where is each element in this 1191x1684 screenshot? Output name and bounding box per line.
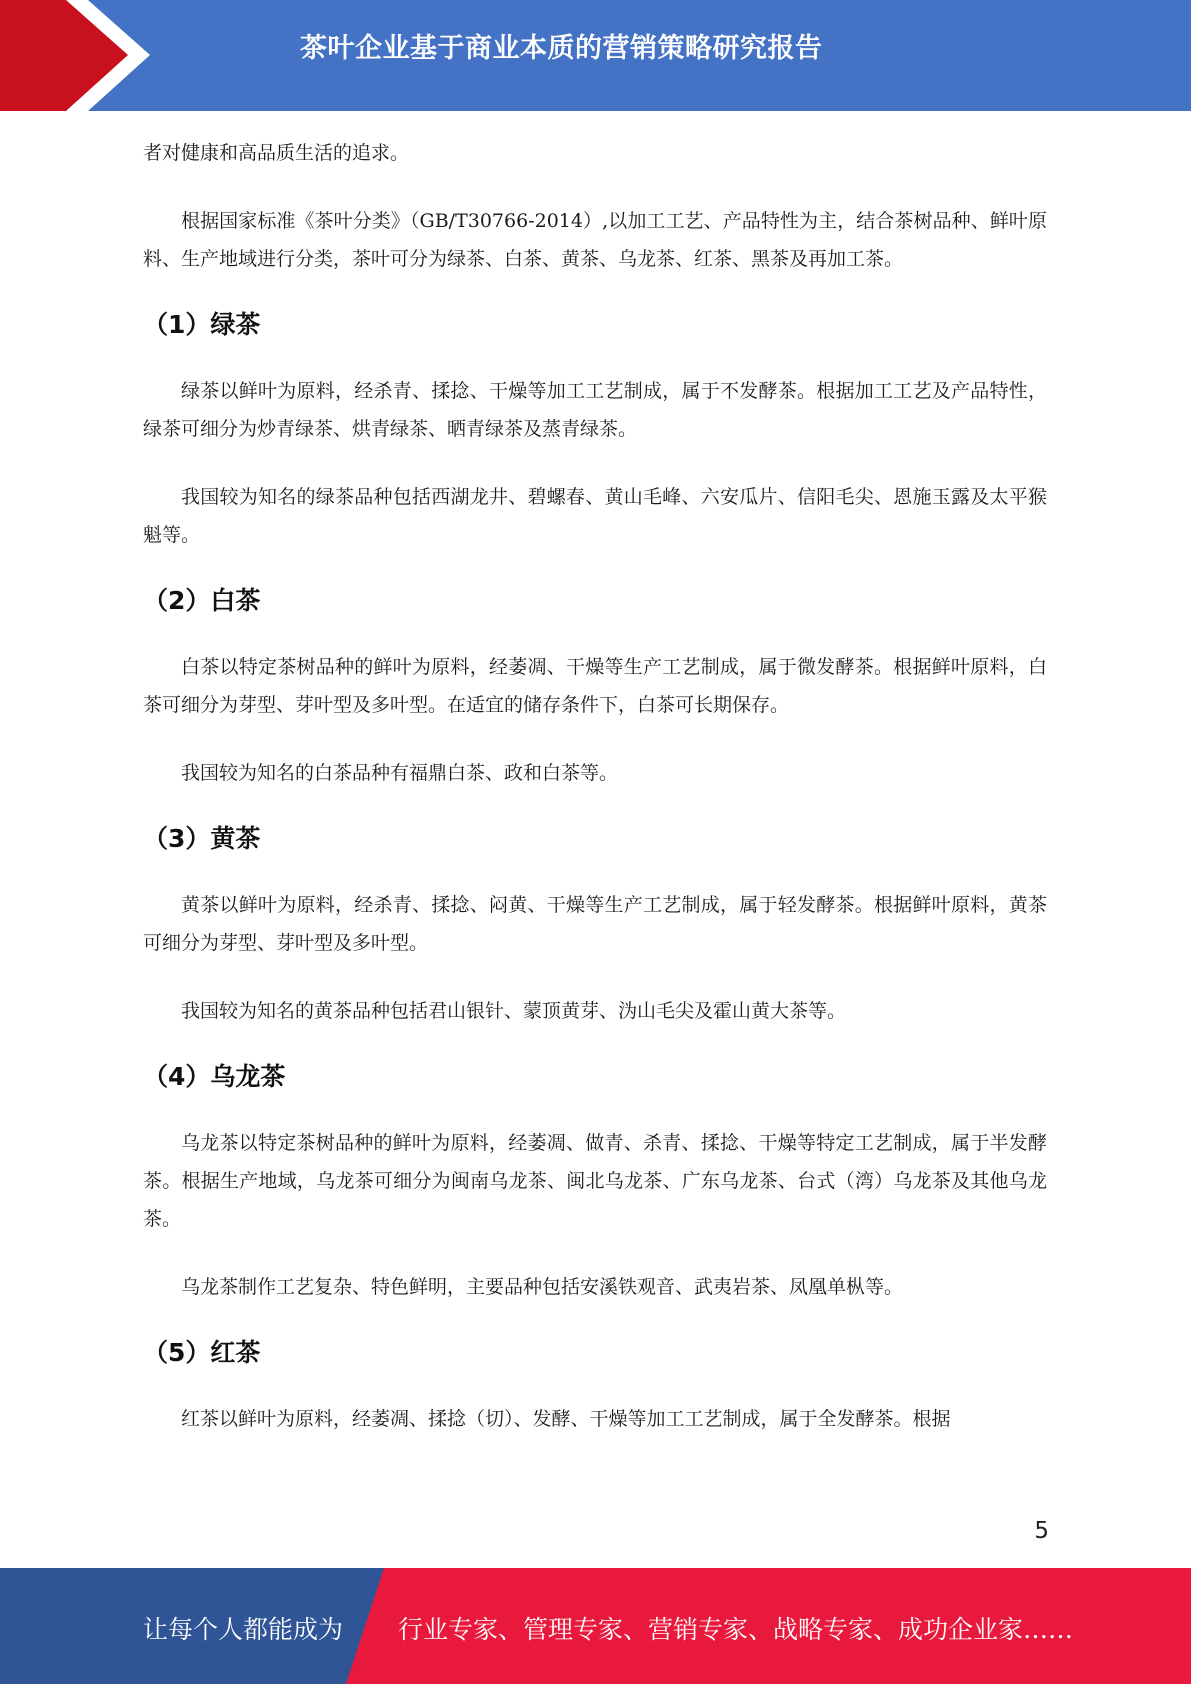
- document-body: [143, 134, 1047, 1468]
- page-header: [0, 0, 1191, 111]
- section-heading-black-tea: （5）红茶: [143, 1338, 261, 1367]
- paragraph: 者对健康和高品质生活的追求。: [143, 142, 410, 164]
- section-heading-white-tea: （2）白茶: [143, 586, 261, 615]
- page-number: 5: [1034, 1518, 1049, 1544]
- section-heading-oolong-tea: （4）乌龙茶: [143, 1062, 286, 1091]
- paragraph: 红茶以鲜叶为原料，经萎凋、揉捻（切）、发酵、干燥等加工工艺制成，属于全发酵茶。根据: [181, 1408, 951, 1430]
- paragraph: 黄茶以鲜叶为原料，经杀青、揉捻、闷黄、干燥等生产工艺制成，属于轻发酵茶。根据鲜叶原料，黄茶可细分为芽型、芽叶型及多叶型。: [143, 894, 1047, 954]
- paragraph: 乌龙茶以特定茶树品种的鲜叶为原料，经萎凋、做青、杀青、揉捻、干燥等特定工艺制成，属于半发酵茶。根据生产地域，乌龙茶可细分为闽南乌龙茶、闽北乌龙茶、广东乌龙茶、台式（湾）乌龙茶及其他乌龙茶。: [143, 1132, 1047, 1230]
- page-footer: [0, 1568, 1191, 1684]
- section-heading-yellow-tea: （3）黄茶: [143, 824, 261, 853]
- footer-slogan-left: 让每个人都能成为: [143, 1615, 344, 1644]
- paragraph: 根据国家标准《茶叶分类》（GB/T30766-2014）,以加工工艺、产品特性为主，结合茶树品种、鲜叶原料、生产地域进行分类，茶叶可分为绿茶、白茶、黄茶、乌龙茶、红茶、黑茶及再加工茶。: [143, 210, 1047, 270]
- paragraph: 我国较为知名的黄茶品种包括君山银针、蒙顶黄芽、沩山毛尖及霍山黄大茶等。: [181, 1000, 847, 1022]
- report-title: 茶叶企业基于商业本质的营销策略研究报告: [300, 33, 823, 64]
- section-heading-green-tea: （1）绿茶: [143, 310, 261, 339]
- footer-slogan-right: 行业专家、管理专家、营销专家、战略专家、成功企业家……: [398, 1615, 1074, 1644]
- paragraph: 白茶以特定茶树品种的鲜叶为原料，经萎凋、干燥等生产工艺制成，属于微发酵茶。根据鲜叶原料，白茶可细分为芽型、芽叶型及多叶型。在适宜的储存条件下，白茶可长期保存。: [143, 656, 1047, 716]
- paragraph: 我国较为知名的白茶品种有福鼎白茶、政和白茶等。: [181, 762, 619, 784]
- paragraph: 我国较为知名的绿茶品种包括西湖龙井、碧螺春、黄山毛峰、六安瓜片、信阳毛尖、恩施玉露及太平猴魁等。: [143, 486, 1047, 546]
- paragraph: 乌龙茶制作工艺复杂、特色鲜明，主要品种包括安溪铁观音、武夷岩茶、凤凰单枞等。: [181, 1276, 904, 1298]
- paragraph: 绿茶以鲜叶为原料，经杀青、揉捻、干燥等加工工艺制成，属于不发酵茶。根据加工工艺及产品特性，绿茶可细分为炒青绿茶、烘青绿茶、晒青绿茶及蒸青绿茶。: [143, 380, 1047, 440]
